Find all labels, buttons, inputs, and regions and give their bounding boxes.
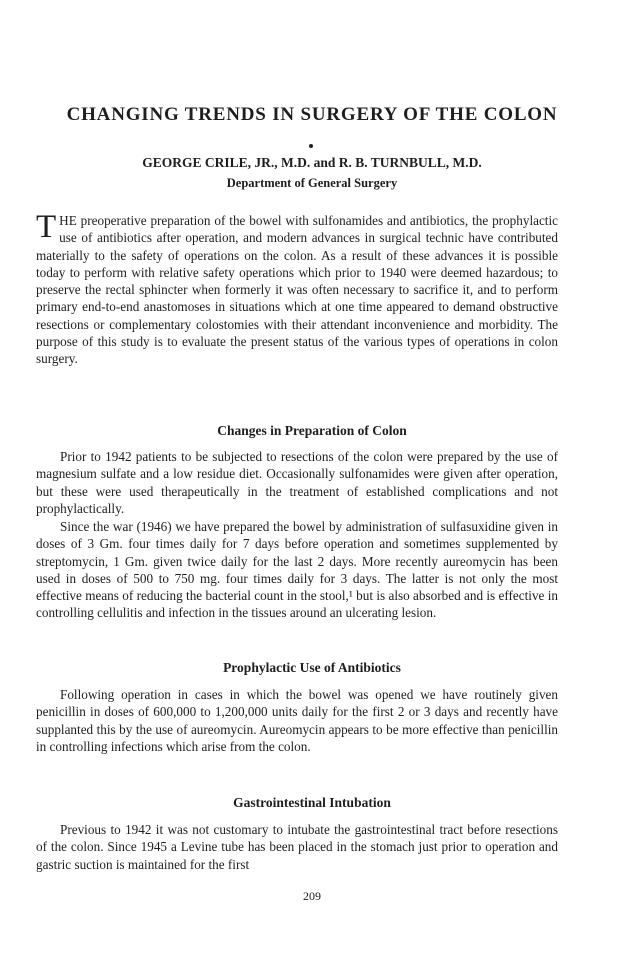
paragraph-preparation-1: Prior to 1942 patients to be subjected to resections of the colon were prepared by the use of magnesium sulfate and a low residue diet. Occasionally sulfonamides were given after operation, but these were used therapeutically in the treatment of established complications and not prophylactically. (36, 449, 558, 516)
article-title: CHANGING TRENDS IN SURGERY OF THE COLON (66, 104, 558, 125)
intro-paragraph (36, 209, 558, 368)
paragraph-intubation-1: Previous to 1942 it was not customary to intubate the gastrointestinal tract before resections of the colon. Since 1945 a Levine tube has been placed in the stomach just prior to operation and gastric suction is maintained for the first (36, 822, 558, 872)
author-department: Department of General Surgery (226, 176, 398, 190)
article-authors: GEORGE CRILE, JR., M.D. and R. B. TURNBULL, M.D. (142, 155, 482, 170)
drop-cap: T (36, 209, 57, 245)
title-separator-dot (309, 144, 313, 148)
section-heading-antibiotics: Prophylactic Use of Antibiotics (223, 660, 401, 675)
intro-text: HE preoperative preparation of the bowel with sulfonamides and antibiotics, the prophylactic use of antibiotics after operation, and modern advances in surgical technic have contributed materially to the safety of operations on the colon. As a result of these advances it is possible today to perform with relative safety operations which prior to 1940 were deemed hazardous; to preserve the rectal sphincter when formerly it was often necessary to sacrifice it, and to perform primary end-to-end anastomoses in situations which at one time appeared to demand obstructive resections or complementary colostomies with their attendant inconvenience and morbidity. The purpose of this study is to evaluate the present status of the various types of operations in colon surgery. (36, 213, 558, 367)
paragraph-antibiotics-1: Following operation in cases in which the bowel was opened we have routinely given penicillin in doses of 600,000 to 1,200,000 units daily for the first 2 or 3 days and recently have supplanted this by the use of aureomycin. Aureomycin appears to be more effective than penicillin in controlling infections which arise from the colon. (36, 687, 558, 754)
section-heading-preparation: Changes in Preparation of Colon (217, 423, 407, 438)
page-number: 209 (303, 889, 321, 903)
paragraph-preparation-2: Since the war (1946) we have prepared the bowel by administration of sulfasuxidine given in doses of 3 Gm. four times daily for 7 days before operation and sometimes supplemented by streptomycin, 1 Gm. given twice daily for the last 2 days. More recently aureomycin has been used in doses of 500 to 750 mg. four times daily for 3 days. The latter is not only the most effective means of reducing the bacterial count in the stool,¹ but is also absorbed and is effective in controlling cellulitis and infection in the tissues around an ulcerating lesion. (36, 519, 558, 621)
section-heading-intubation: Gastrointestinal Intubation (233, 795, 391, 810)
